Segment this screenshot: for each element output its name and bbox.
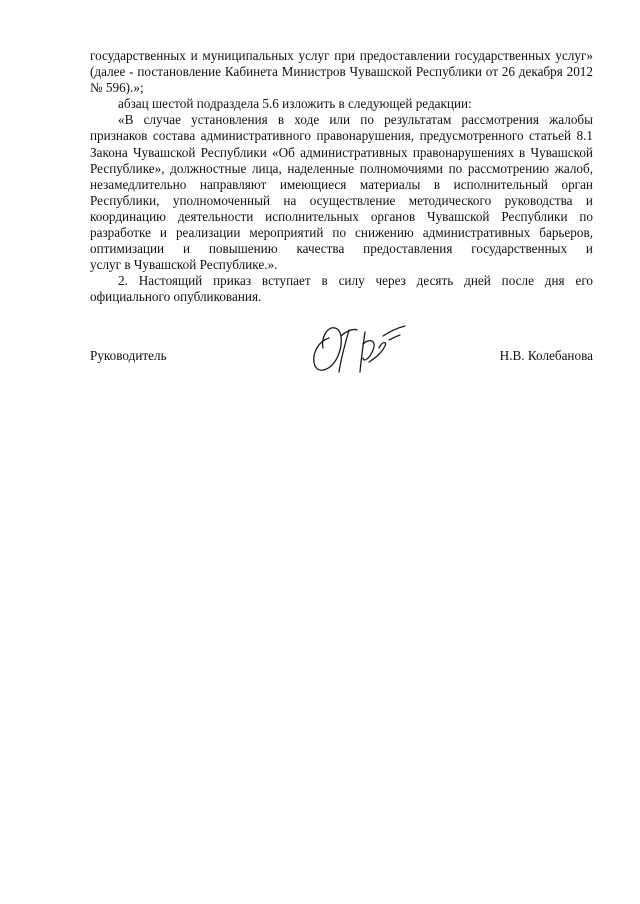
document-line: № 596).»; <box>90 80 144 96</box>
document-line: Закона Чувашской Республики «Об административных правонарушениях в Чувашской <box>90 144 593 160</box>
document-line: (далее - постановление Кабинета Министров Чувашской Республики от 26 декабря 2012 <box>90 64 593 80</box>
document-line: разработке и реализации мероприятий по снижению административных барьеров, <box>90 225 593 241</box>
document-line: оптимизации и повышению качества предоставления государственных и <box>90 241 593 257</box>
document-line: услуг в Чувашской Республике.». <box>90 257 278 273</box>
document-line: Республики, уполномоченный на осуществление методического руководства и <box>90 192 593 208</box>
document-line: координацию деятельности исполнительных органов Чувашской Республики по <box>90 208 593 224</box>
signature-row <box>90 348 593 368</box>
document-line: официального опубликования. <box>90 289 262 305</box>
signatory-role: Руководитель <box>90 348 167 363</box>
document-line: признаков состава административного правонарушения, предусмотренного статьей 8.1 <box>90 128 593 144</box>
document-line: незамедлительно направляют имеющиеся материалы в исполнительный орган <box>90 176 593 192</box>
document-body <box>90 48 593 306</box>
document-line: 2. Настоящий приказ вступает в силу через десять дней после дня его <box>118 273 593 289</box>
document-line: абзац шестой подраздела 5.6 изложить в следующей редакции: <box>118 96 472 112</box>
signatory-name: Н.В. Колебанова <box>499 348 593 363</box>
document-line: государственных и муниципальных услуг при предоставлении государственных услуг» <box>90 48 593 63</box>
document-line: Республике», должностные лица, наделенные полномочиями по рассмотрению жалоб, <box>90 160 593 176</box>
document-line: «В случае установления в ходе или по результатам рассмотрения жалобы <box>118 112 593 128</box>
